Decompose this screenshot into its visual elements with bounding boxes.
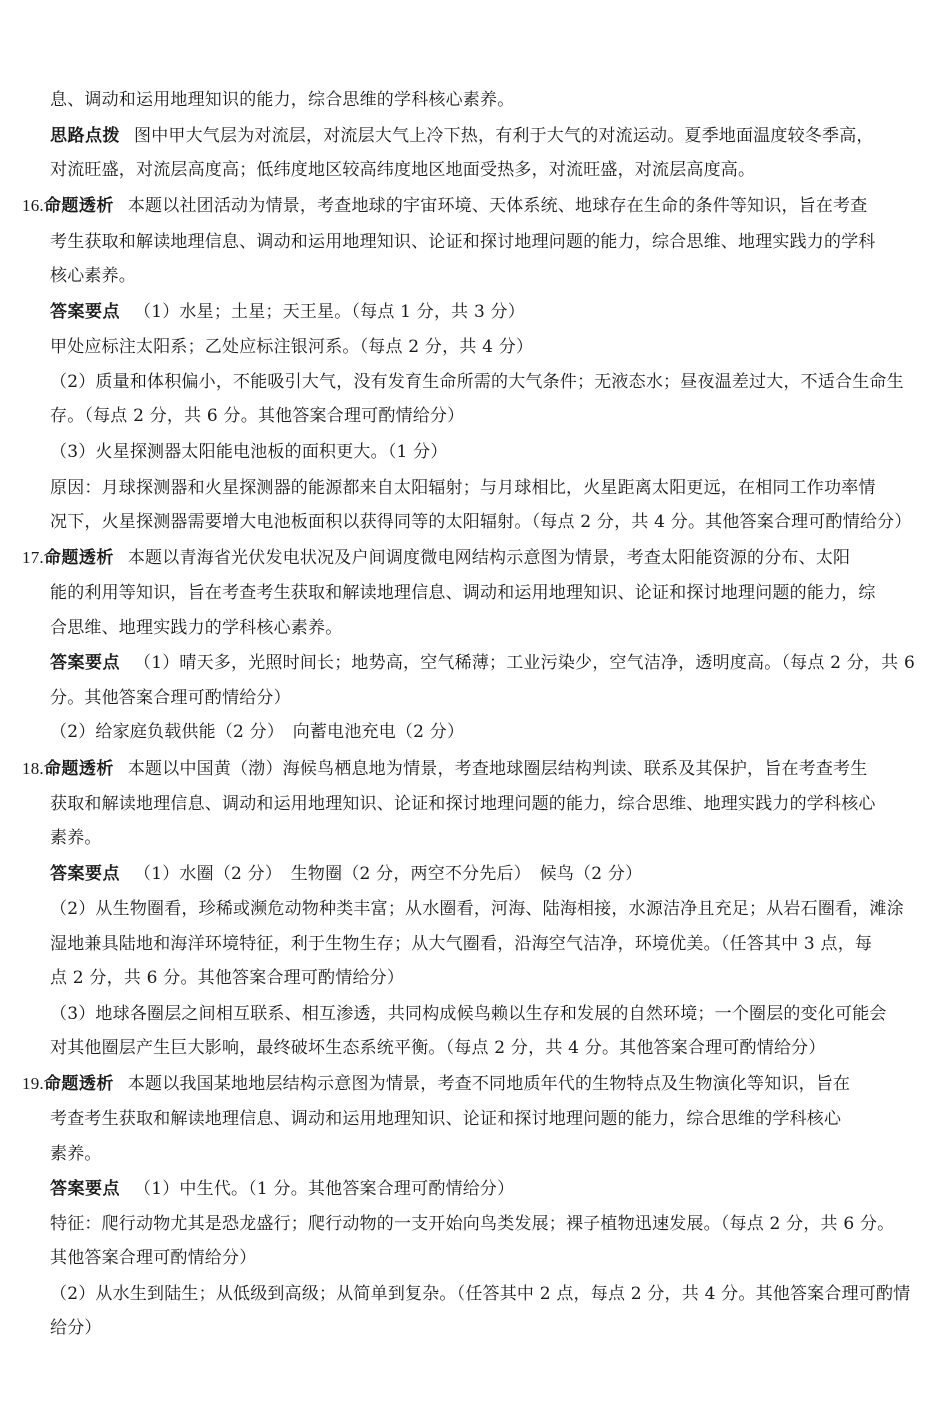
text-line: 考生获取和解读地理信息、调动和运用地理知识、论证和探讨地理问题的能力，综合思维、地理实践力的学科 (50, 232, 876, 252)
text-line: （2）从水生到陆生；从低级到高级；从简单到复杂。（任答其中 2 点，每点 2 分，共 4 分。其他答案合理可酌情 (50, 1284, 911, 1304)
text-line: 对流旺盛，对流层高度高；低纬度地区较高纬度地区地面受热多，对流旺盛，对流层高度高。 (50, 160, 756, 180)
text-line: 考查考生获取和解读地理信息、调动和运用地理知识、论证和探讨地理问题的能力，综合思维的学科核心 (50, 1109, 842, 1129)
answer-label: 答案要点 (50, 653, 120, 673)
text-line: （3）火星探测器太阳能电池板的面积更大。（1 分） (50, 442, 448, 462)
answer-label: 答案要点 (50, 302, 120, 322)
answer-points-line (50, 300, 930, 324)
text-line: 特征：爬行动物尤其是恐龙盛行；爬行动物的一支开始向鸟类发展；裸子植物迅速发展。（每点 2 分，共 6 分。 (50, 1214, 895, 1234)
analysis-label: 命题透析 (43, 1074, 114, 1094)
text-line: 获取和解读地理信息、调动和运用地理知识、论证和探讨地理问题的能力，综合思维、地理实践力的学科核心 (50, 794, 876, 814)
text-line: 素养。 (50, 828, 102, 848)
question-number: 16. (22, 196, 44, 215)
text-line: 合思维、地理实践力的学科核心素养。 (50, 618, 343, 638)
text-line: （2）从生物圈看，珍稀或濒危动物种类丰富；从水圈看，河海、陆海相接，水源洁净且充足；从岩石圈看，滩涂 (50, 899, 904, 919)
analysis-text: 本题以青海省光伏发电状况及户间调度微电网结构示意图为情景，考查太阳能资源的分布、太阳 (127, 548, 851, 568)
answer-points-line (50, 1177, 930, 1201)
answer-label: 答案要点 (50, 864, 120, 884)
question-number: 19. (22, 1074, 44, 1093)
answer-text: （1）水圈（2 分） 生物圈（2 分，两空不分先后） 候鸟（2 分） (134, 864, 643, 884)
text-line: 况下，火星探测器需要增大电池板面积以获得同等的太阳辐射。（每点 2 分，共 4 分。其他答案合理可酌情给分） (50, 512, 912, 532)
answer-points-line (50, 862, 930, 886)
analysis-label: 命题透析 (43, 548, 114, 568)
text-line: 湿地兼具陆地和海洋环境特征，利于生物生存；从大气圈看，沿海空气洁净，环境优美。（任答其中 3 点，每 (50, 934, 873, 954)
text-line: 息、调动和运用地理知识的能力，综合思维的学科核心素养。 (50, 90, 515, 110)
analysis-label: 命题透析 (43, 196, 114, 216)
text-line: 对其他圈层产生巨大影响，最终破坏生态系统平衡。（每点 2 分，共 4 分。其他答案合理可酌情给分） (50, 1038, 826, 1058)
text-line: 存。（每点 2 分，共 6 分。其他答案合理可酌情给分） (50, 406, 465, 426)
text-line: （3）地球各圈层之间相互联系、相互渗透，共同构成候鸟赖以生存和发展的自然环境；一个圈层的变化可能会 (50, 1004, 887, 1024)
question-number: 18. (22, 759, 44, 778)
text-line: 分。其他答案合理可酌情给分） (50, 688, 291, 708)
text-line: （2）给家庭负载供能（2 分） 向蓄电池充电（2 分） (50, 722, 465, 742)
analysis-text: 本题以中国黄（渤）海候鸟栖息地为情景，考查地球圈层结构判读、联系及其保护，旨在考查考生 (127, 759, 868, 779)
answer-text: （1）水星；土星；天王星。（每点 1 分，共 3 分） (134, 302, 525, 322)
question-18-header (22, 757, 930, 781)
question-16-header (22, 194, 930, 218)
text-line: 素养。 (50, 1144, 102, 1164)
text-line: 给分） (50, 1318, 102, 1338)
text-line: 点 2 分，共 6 分。其他答案合理可酌情给分） (50, 968, 405, 988)
hint-label: 思路点拨 (50, 126, 120, 146)
answer-text: （1）晴天多，光照时间长；地势高，空气稀薄；工业污染少，空气洁净，透明度高。（每点 2 分，共 6 (134, 653, 915, 673)
answer-label: 答案要点 (50, 1179, 120, 1199)
question-number: 17. (22, 548, 44, 567)
analysis-text: 本题以社团活动为情景，考查地球的宇宙环境、天体系统、地球存在生命的条件等知识，旨在考查 (127, 196, 868, 216)
text-line: 其他答案合理可酌情给分） (50, 1248, 257, 1268)
hint-line (50, 124, 930, 148)
answer-text: （1）中生代。（1 分。其他答案合理可酌情给分） (134, 1179, 515, 1199)
text-line: 甲处应标注太阳系；乙处应标注银河系。（每点 2 分，共 4 分） (50, 337, 534, 357)
text-line: 核心素养。 (50, 266, 136, 286)
question-19-header (22, 1072, 930, 1096)
analysis-text: 本题以我国某地地层结构示意图为情景，考查不同地质年代的生物特点及生物演化等知识，旨在 (127, 1074, 851, 1094)
answer-points-line (50, 651, 930, 675)
text-line: （2）质量和体积偏小，不能吸引大气，没有发育生命所需的大气条件；无液态水；昼夜温差过大，不适合生命生 (50, 372, 904, 392)
text-line: 能的利用等知识，旨在考查考生获取和解读地理信息、调动和运用地理知识、论证和探讨地理问题的能力，综 (50, 583, 876, 603)
analysis-label: 命题透析 (43, 759, 114, 779)
text-line: 原因：月球探测器和火星探测器的能源都来自太阳辐射；与月球相比，火星距离太阳更远，在相同工作功率情 (50, 478, 876, 498)
question-17-header (22, 546, 930, 570)
hint-text: 图中甲大气层为对流层，对流层大气上冷下热，有利于大气的对流运动。夏季地面温度较冬季高， (134, 126, 874, 146)
